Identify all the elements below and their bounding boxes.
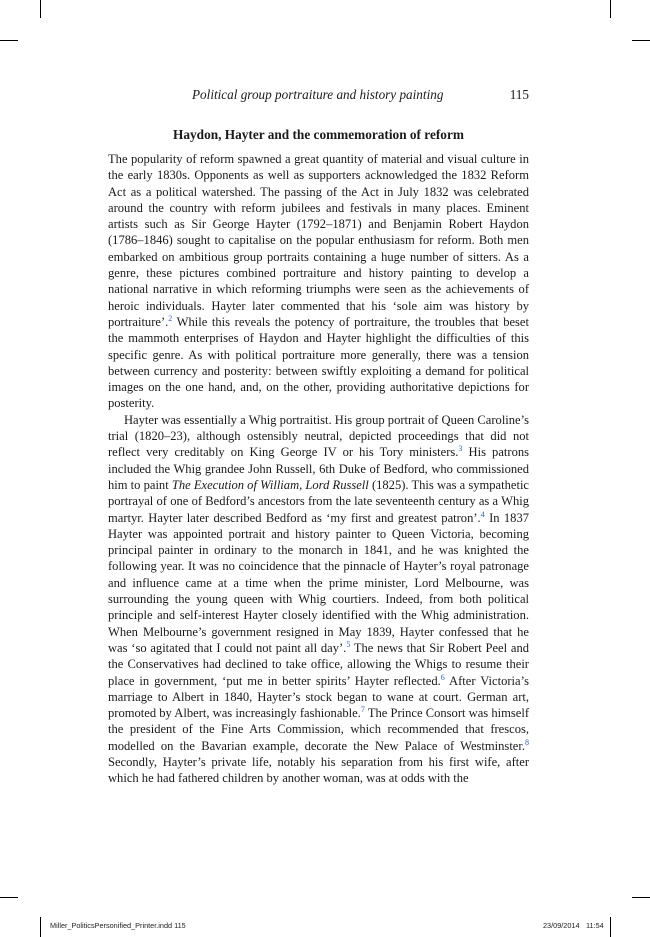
paragraph-text: In 1837 Hayter was appointed portrait and history painter to Queen Victoria, becoming principal painter in ordinary to the monarch in 1841, and he was knighted the following year. It was no coincidence that the pinnacle of Hayter’s royal patronage and influence came at a time when the prime minister, Lord Melbourne, was surrounding the young queen with Whig courtiers. Indeed, from both political principle and self-interest Hayter closely identified with the Whig administration. When Melbourne’s government resigned in May 1839, Hayter confessed that he was ‘so agitated that I could not paint all day’. xyxy=(108,510,529,655)
crop-mark xyxy=(632,40,650,41)
footnote-ref[interactable]: 6 xyxy=(440,672,445,682)
running-title: Political group portraiture and history painting xyxy=(192,87,444,102)
paragraph-text: (1825). This was a sympathetic portrayal of one of Bedford’s ancestors from the late seventeenth century as a Whig martyr. Hayter later described Bedford as ‘my first and greatest patron’. xyxy=(108,477,529,525)
crop-mark xyxy=(632,897,650,898)
footer-filename: Miller_PoliticsPersonified_Printer.indd 115 xyxy=(50,921,186,930)
footer-time: 11:54 xyxy=(586,921,604,930)
paragraph-text: The popularity of reform spawned a great quantity of material and visual culture in the early 1830s. Opponents as well as supporters acknowledged the 1832 Reform Act as a political watershed. The passing of the Act in July 1832 was celebrated around the country with reform jubilees and festivals in many places. Eminent artists such as Sir George Hayter (1792–1871) and Benjamin Robert Haydon (1786–1846) sought to capitalise on the popular enthusiasm for reform. Both men embarked on ambitious group portraits containing a huge number of sitters. As a genre, these pictures combined portraiture and history painting to develop a national narrative in which reforming triumphs were seen as the achievements of heroic individuals. Hayter later commented that his ‘sole aim was history by portraiture’. xyxy=(108,152,529,329)
section-heading: Haydon, Hayter and the commemoration of reform xyxy=(173,127,464,142)
crop-mark xyxy=(610,0,611,18)
footer-date: 23/09/2014 xyxy=(543,921,580,930)
paragraph-text: While this reveals the potency of portraiture, the troubles that beset the mammoth enterprises of Haydon and Hayter highlight the difficulties of this specific genre. As with political portraiture more generally, there was a tension between currency and posterity: between swiftly exploiting a demand for political images on the one hand, and, on the other, providing authoritative depictions for posterity. xyxy=(108,314,529,411)
crop-mark xyxy=(40,917,41,937)
crop-mark xyxy=(0,897,18,898)
crop-mark xyxy=(0,40,18,41)
paragraph-text: The Prince Consort was himself the president of the Fine Arts Commission, which recommended that frescos, modelled on the Bavarian example, decorate the New Palace of Westminster. xyxy=(108,706,529,753)
footnote-ref[interactable]: 7 xyxy=(360,704,365,714)
page-number: 115 xyxy=(509,87,529,102)
paragraph-text: After Victoria’s marriage to Albert in 1840, Hayter’s stock began to wane at court. German art, promoted by Albert, was increasingly fashionable. xyxy=(108,673,529,721)
footnote-ref[interactable]: 8 xyxy=(525,737,529,747)
paragraph-text: The news that Sir Robert Peel and the Conservatives had declined to take office, allowing the Whigs to resume their place in government, ‘put me in better spirits’ Hayter reflected. xyxy=(108,640,529,688)
footnote-ref[interactable]: 2 xyxy=(168,313,173,323)
crop-mark xyxy=(40,0,41,18)
crop-mark xyxy=(610,917,611,937)
paragraph-text: Secondly, Hayter’s private life, notably his separation from his first wife, after which he had fathered children by another woman, was at odds with the xyxy=(108,754,529,786)
painting-title: The Execution of William, Lord Russell xyxy=(171,477,369,492)
body-text xyxy=(108,151,529,787)
footnote-ref[interactable]: 4 xyxy=(480,509,485,519)
paragraph xyxy=(108,412,529,787)
paragraph-text: Hayter was essentially a Whig portraitist. His group portrait of Queen Caroline’s trial (1820–23), although ostensibly neutral, depicted proceedings that did not reflect very creditably on King George IV or his Tory ministers. xyxy=(108,412,529,460)
footnote-ref[interactable]: 5 xyxy=(346,639,351,649)
footnote-ref[interactable]: 3 xyxy=(458,444,463,454)
paragraph-text: His patrons included the Whig grandee John Russell, 6th Duke of Bedford, who commissioned him to paint xyxy=(108,445,529,492)
paragraph xyxy=(108,151,529,412)
